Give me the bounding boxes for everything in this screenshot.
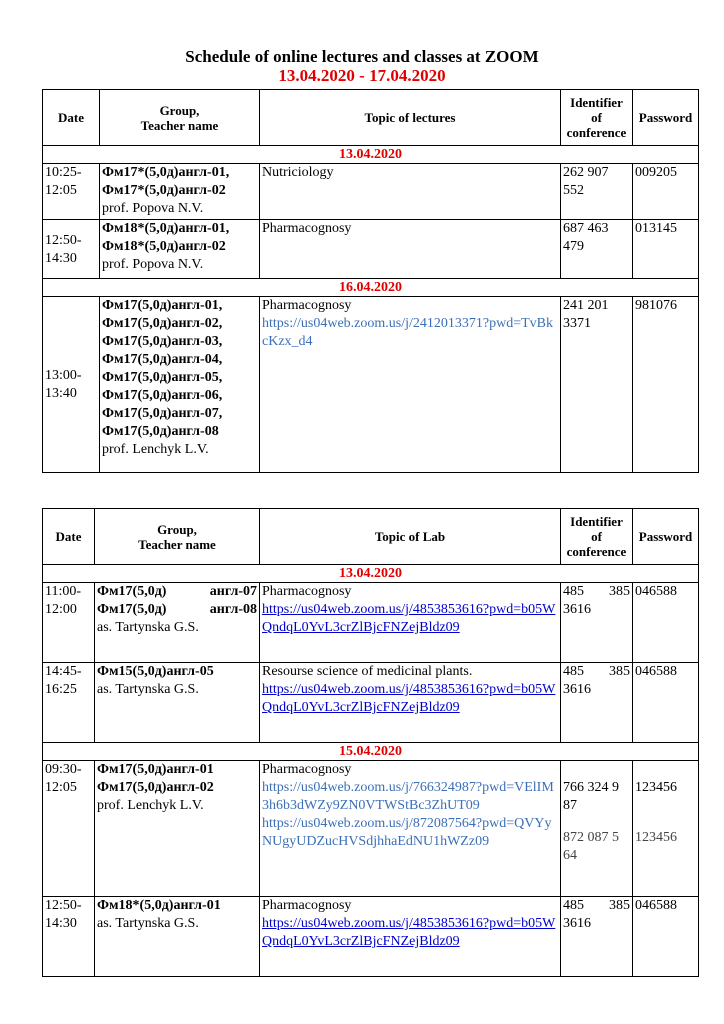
teacher-prefix: as. <box>97 682 113 697</box>
table-row <box>43 583 699 663</box>
password-value: 123456 <box>635 830 677 845</box>
identifier-line <box>563 583 630 601</box>
col-topic: Topic of Lab <box>260 509 561 565</box>
group-name: Фм17(5,0д)англ-08 <box>102 424 219 439</box>
identifier-cell <box>561 761 633 897</box>
topic-cell <box>260 663 561 743</box>
lectures-table <box>42 89 699 473</box>
topic-name: Resourse science of medicinal plants. <box>262 664 473 679</box>
group-name: Фм17(5,0д)англ-02, <box>102 316 223 331</box>
time-cell: 12:50- 14:30 <box>43 220 100 279</box>
group-name: Фм17(5,0д)англ-03, <box>102 334 223 349</box>
identifier-part: 3616 <box>563 916 591 931</box>
identifier-part: 3616 <box>563 602 591 617</box>
group-name: Фм17(5,0д)англ-02 <box>97 780 214 795</box>
group-name: Фм18*(5,0д)англ-02 <box>102 239 226 254</box>
group-name: Фм17(5,0д)англ-05, <box>102 370 223 385</box>
identifier-line <box>563 663 630 681</box>
date-label: 13.04.2020 <box>43 565 699 583</box>
col-group: Group, Teacher name <box>95 509 260 565</box>
password-cell: 981076 <box>633 297 699 473</box>
identifier-cell: 262 907 552 <box>561 164 633 220</box>
group-name: Фм18*(5,0д)англ-01 <box>97 898 221 913</box>
topic-cell <box>260 297 561 473</box>
password-cell: 046588 <box>633 663 699 743</box>
password-cell: 013145 <box>633 220 699 279</box>
col-date: Date <box>43 509 95 565</box>
group-name: Фм18*(5,0д)англ-01, <box>102 221 230 236</box>
group-cell <box>95 583 260 663</box>
group-name: Фм17(5,0д)англ-07, <box>102 406 223 421</box>
teacher-name: prof. Popova N.V. <box>102 257 204 272</box>
col-identifier: Identifier of conference <box>561 90 633 146</box>
password-cell: 046588 <box>633 897 699 977</box>
group-cell <box>100 220 260 279</box>
time-cell: 14:45- 16:25 <box>43 663 95 743</box>
group-name: Фм17(5,0д)англ-04, <box>102 352 223 367</box>
identifier-part: 3616 <box>563 682 591 697</box>
identifier-part: 385 <box>609 898 630 913</box>
zoom-link[interactable]: https://us04web.zoom.us/j/4853853616?pwd=b05WQndqL0YvL3crZlBjcFNZejBldz09 <box>262 916 556 949</box>
topic-name: Pharmacognosy <box>262 898 352 913</box>
time-cell: 09:30- 12:05 <box>43 761 95 897</box>
topic-name: Pharmacognosy <box>262 584 352 599</box>
group-name <box>97 583 257 601</box>
identifier-cell <box>561 897 633 977</box>
identifier-cell <box>561 583 633 663</box>
teacher-label: Tartynska G.S. <box>115 916 199 931</box>
password-cell: 046588 <box>633 583 699 663</box>
col-password: Password <box>633 90 699 146</box>
table-row <box>43 897 699 977</box>
teacher-prefix: as. <box>97 916 113 931</box>
group-name: Фм17*(5,0д)англ-01, <box>102 165 230 180</box>
zoom-link[interactable]: https://us04web.zoom.us/j/4853853616?pwd=b05WQndqL0YvL3crZlBjcFNZejBldz09 <box>262 682 556 715</box>
teacher-name: prof. Popova N.V. <box>102 201 204 216</box>
table-header-row <box>43 90 699 146</box>
topic-name: Pharmacognosy <box>262 762 352 777</box>
group-name <box>97 601 257 619</box>
time-cell: 12:50- 14:30 <box>43 897 95 977</box>
date-label: 13.04.2020 <box>43 146 699 164</box>
identifier-part: 766 324 9 87 <box>563 780 619 813</box>
teacher-name <box>97 915 257 933</box>
group-name: Фм17(5,0д)англ-06, <box>102 388 223 403</box>
group-code: Фм17(5,0д) <box>97 602 167 617</box>
identifier-cell: 241 201 3371 <box>561 297 633 473</box>
group-cell <box>100 297 260 473</box>
teacher-prefix: as. <box>97 620 113 635</box>
identifier-part: 385 <box>609 584 630 599</box>
group-suffix: англ-08 <box>209 602 257 617</box>
date-label: 16.04.2020 <box>43 279 699 297</box>
topic-name: Pharmacognosy <box>262 298 352 313</box>
teacher-label: Tartynska G.S. <box>115 682 199 697</box>
group-name: Фм17*(5,0д)англ-02 <box>102 183 226 198</box>
page-title: Schedule of online lectures and classes at ZOOM <box>185 47 539 66</box>
date-range: 13.04.2020 - 17.04.2020 <box>278 66 446 85</box>
group-name: Фм17(5,0д)англ-01 <box>97 762 214 777</box>
password-value: 123456 <box>635 780 677 795</box>
time-cell: 10:25- 12:05 <box>43 164 100 220</box>
table-row <box>43 663 699 743</box>
group-name: Фм15(5,0д)англ-05 <box>97 664 214 679</box>
zoom-link[interactable]: https://us04web.zoom.us/j/4853853616?pwd=b05WQndqL0YvL3crZlBjcFNZejBldz09 <box>262 602 556 635</box>
password-cell: 009205 <box>633 164 699 220</box>
topic-cell: Nutriciology <box>260 164 561 220</box>
password-cell <box>633 761 699 897</box>
table-row <box>43 297 699 473</box>
teacher-name <box>97 619 257 637</box>
teacher-name: prof. Lenchyk L.V. <box>97 798 204 813</box>
group-name: Фм17(5,0д)англ-01, <box>102 298 223 313</box>
date-row <box>43 565 699 583</box>
group-cell <box>95 897 260 977</box>
group-code: Фм17(5,0д) <box>97 584 167 599</box>
time-cell: 13:00- 13:40 <box>43 297 100 473</box>
identifier-part: 485 <box>563 584 584 599</box>
date-label: 15.04.2020 <box>43 743 699 761</box>
zoom-link[interactable]: https://us04web.zoom.us/j/2412013371?pwd=TvBkcKzx_d4 <box>262 316 553 349</box>
identifier-part: 385 <box>609 664 630 679</box>
time-cell: 11:00- 12:00 <box>43 583 95 663</box>
identifier-part: 485 <box>563 898 584 913</box>
date-row <box>43 279 699 297</box>
col-topic: Topic of lectures <box>260 90 561 146</box>
teacher-name <box>97 681 257 699</box>
table-row <box>43 164 699 220</box>
col-group: Group, Teacher name <box>100 90 260 146</box>
table-row <box>43 220 699 279</box>
group-suffix: англ-07 <box>209 584 257 599</box>
col-date: Date <box>43 90 100 146</box>
zoom-link[interactable]: https://us04web.zoom.us/j/872087564?pwd=QVYyNUgyUDZucHVSdjhhaEdNU1hWZz09 <box>262 816 552 849</box>
topic-cell <box>260 897 561 977</box>
topic-cell <box>260 761 561 897</box>
teacher-name: prof. Lenchyk L.V. <box>102 442 209 457</box>
identifier-cell: 687 463 479 <box>561 220 633 279</box>
group-cell <box>100 164 260 220</box>
col-identifier: Identifier of conference <box>561 509 633 565</box>
identifier-part: 872 087 5 64 <box>563 830 619 863</box>
date-row <box>43 743 699 761</box>
identifier-cell <box>561 663 633 743</box>
table-header-row <box>43 509 699 565</box>
zoom-link[interactable]: https://us04web.zoom.us/j/766324987?pwd=VElIM3h6b3dWZy9ZN0VTWStBc3ZhUT09 <box>262 780 554 813</box>
labs-table <box>42 508 699 977</box>
teacher-label: Tartynska G.S. <box>115 620 199 635</box>
group-cell <box>95 761 260 897</box>
topic-cell <box>260 583 561 663</box>
date-row <box>43 146 699 164</box>
group-cell <box>95 663 260 743</box>
col-password: Password <box>633 509 699 565</box>
topic-cell: Pharmacognosy <box>260 220 561 279</box>
identifier-line <box>563 897 630 915</box>
identifier-part: 485 <box>563 664 584 679</box>
table-row <box>43 761 699 897</box>
